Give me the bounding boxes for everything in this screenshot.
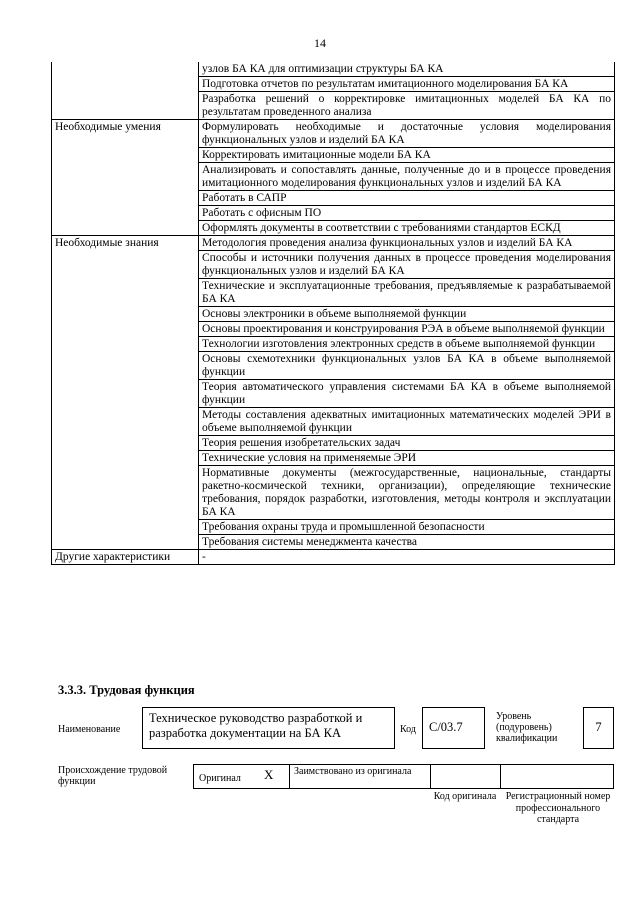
requirement-text: Основы схемотехники функциональных узлов БА КА в объеме выполняемой функции	[199, 352, 615, 380]
function-code-box: С/03.7	[422, 707, 485, 749]
page-number: 14	[314, 36, 326, 50]
borrowed-label: Заимствовано из оригинала	[294, 766, 412, 777]
requirement-text: Корректировать имитационные модели БА КА	[199, 148, 615, 163]
registration-number-cell	[500, 764, 614, 789]
borrowed-cell	[289, 764, 430, 789]
requirement-text: Технические условия на применяемые ЭРИ	[199, 451, 615, 466]
requirement-text: Оформлять документы в соответствии с требованиями стандартов ЕСКД	[199, 221, 615, 236]
function-name-box: Техническое руководство разработкой и разработка документации на БА КА	[142, 707, 395, 749]
requirement-text: Работать в САПР	[199, 191, 615, 206]
qualification-level-box: 7	[583, 707, 614, 749]
requirement-text: Способы и источники получения данных в процессе проведения моделирования функциональных узлов и изделий БА КА	[199, 251, 615, 279]
requirement-text: Теория автоматического управления системами БА КА в объеме выполняемой функции	[199, 380, 615, 408]
requirements-table	[51, 62, 615, 565]
requirement-text: Формулировать необходимые и достаточные условия моделирования функциональных узлов и изделий БА КА	[199, 120, 615, 148]
name-label: Наименование	[58, 724, 121, 735]
requirement-text: Разработка решений о корректировке имитационных моделей БА КА по результатам проведенного анализа	[199, 92, 615, 120]
code-caption: Код оригинала	[433, 791, 497, 802]
requirement-text: Основы проектирования и конструирования РЭА в объеме выполняемой функции	[199, 322, 615, 337]
original-label: Оригинал	[199, 773, 241, 784]
knowledge-row	[52, 236, 615, 251]
section-label: Необходимые умения	[52, 120, 199, 236]
requirement-text: Требования системы менеджмента качества	[199, 535, 615, 550]
requirement-text: Методология проведения анализа функциональных узлов и изделий БА КА	[199, 236, 615, 251]
section-label: Другие характеристики	[52, 550, 199, 565]
requirement-text: Анализировать и сопоставлять данные, полученные до и в процессе проведения имитационного моделирования функциональных узлов и изделий БА КА	[199, 163, 615, 191]
continuation-row	[52, 62, 615, 77]
requirement-text: Нормативные документы (межгосударственные, национальные, стандарты ракетно-космической техники, организации), определяющие технические требования, порядок разработки, изготовления, методы контроля и эксплуатации БА КА	[199, 466, 615, 520]
requirement-text: Технические и эксплуатационные требования, предъявляемые к разрабатываемой БА КА	[199, 279, 615, 307]
requirement-text: -	[199, 550, 615, 565]
origin-row	[193, 764, 614, 789]
requirement-text: Работать с офисным ПО	[199, 206, 615, 221]
section-label: Необходимые знания	[52, 236, 199, 550]
requirement-text: Технологии изготовления электронных средств в объеме выполняемой функции	[199, 337, 615, 352]
requirement-text: Методы составления адекватных имитационных математических моделей ЭРИ в объеме выполняемой функции	[199, 408, 615, 436]
original-mark: X	[264, 767, 274, 782]
level-label: Уровень (подуровень) квалификации	[496, 711, 558, 744]
other-row	[52, 550, 615, 565]
requirement-text: узлов БА КА для оптимизации структуры БА КА	[199, 62, 615, 77]
requirement-text: Подготовка отчетов по результатам имитационного моделирования БА КА	[199, 77, 615, 92]
requirement-text: Теория решения изобретательских задач	[199, 436, 615, 451]
requirement-text: Требования охраны труда и промышленной безопасности	[199, 520, 615, 535]
code-label: Код	[400, 724, 416, 735]
original-code-cell	[430, 764, 500, 789]
skill-row	[52, 120, 615, 148]
registration-caption: Регистрационный номер профессионального стандарта	[505, 791, 611, 825]
requirement-text: Основы электроники в объеме выполняемой функции	[199, 307, 615, 322]
section-title: 3.3.3. Трудовая функция	[58, 683, 195, 697]
origin-label: Происхождение трудовой функции	[58, 765, 168, 787]
section-label	[52, 62, 199, 120]
original-cell	[193, 764, 289, 789]
